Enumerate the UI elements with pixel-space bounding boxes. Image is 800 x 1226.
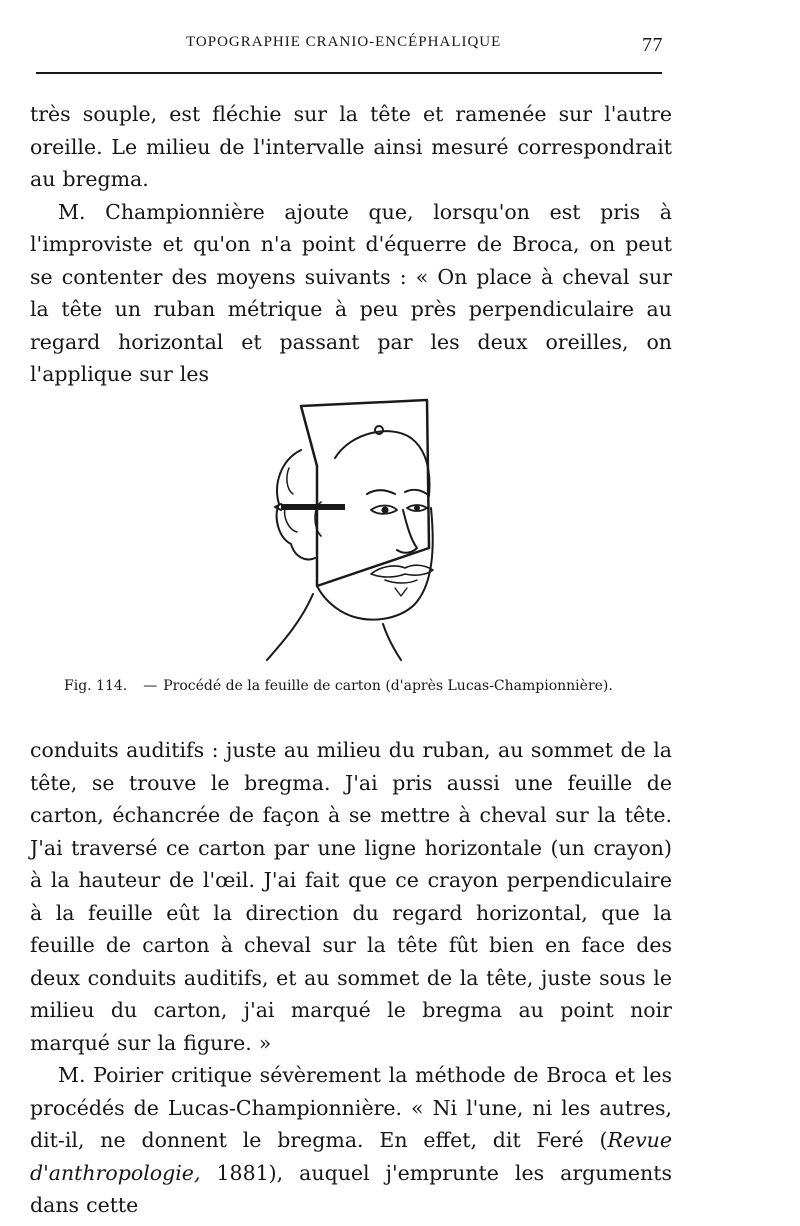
paragraph-quote-continued: conduits auditifs : juste au milieu du ruban, au sommet de la tête, se trouve le bregma. J'ai pris aussi une feuille de carton, échancrée de façon à se mettre à cheval sur la tête. J'ai traversé ce carton par une ligne horizontale (un crayon) à la hauteur de l'œil. J'ai fait que ce crayon perpendiculaire à la feuille eût la direction du regard horizontal, que la feuille de carton à cheval sur la tête fût bien en face des deux conduits auditifs, et au sommet de la tête, juste sous le milieu du carton, j'ai marqué le bregma au point noir marqué sur la figure. » — [30, 738, 672, 1055]
paragraph-championniere: M. Championnière ajoute que, lorsqu'on est pris à l'improviste et qu'on n'a point d'équerre de Broca, on peut se contenter des moyens suivants : « On place à cheval sur la tête un ruban métrique à peu près perpendiculaire au regard horizontal et passant par les deux oreilles, on l'applique sur les — [30, 199, 672, 386]
header-rule — [36, 72, 662, 74]
running-header — [0, 34, 800, 58]
page-number: 77 — [642, 34, 663, 56]
body-text-bottom — [30, 734, 672, 1222]
body-text-top — [30, 98, 672, 391]
paragraph-continuation: très souple, est fléchie sur la tête et ramenée sur l'autre oreille. Le milieu de l'intervalle ainsi mesuré correspondrait au bregma. — [30, 102, 672, 191]
figure-caption — [64, 678, 684, 694]
running-title: TOPOGRAPHIE CRANIO-ENCÉPHALIQUE — [186, 34, 502, 50]
head-profile-with-carton-sheet-illustration — [255, 398, 455, 663]
paragraph-poirier — [30, 1059, 672, 1222]
poirier-text-end: 1881), auquel j'emprunte les arguments dans cette — [30, 1160, 672, 1217]
caption-text: Procédé de la feuille de carton (d'après Lucas-Championnière). — [163, 678, 613, 694]
figure-label: Fig. 114. — [64, 678, 128, 694]
caption-separator: — — [143, 678, 158, 694]
journal-title: Revue d'anthropologie, — [30, 1128, 672, 1185]
poirier-text-start: M. Poirier critique sévèrement la méthode de Broca et les procédés de Lucas-Championnière. « Ni l'une, ni les autres, dit-il, ne donnent le bregma. En effet, dit Feré ( — [30, 1063, 672, 1152]
